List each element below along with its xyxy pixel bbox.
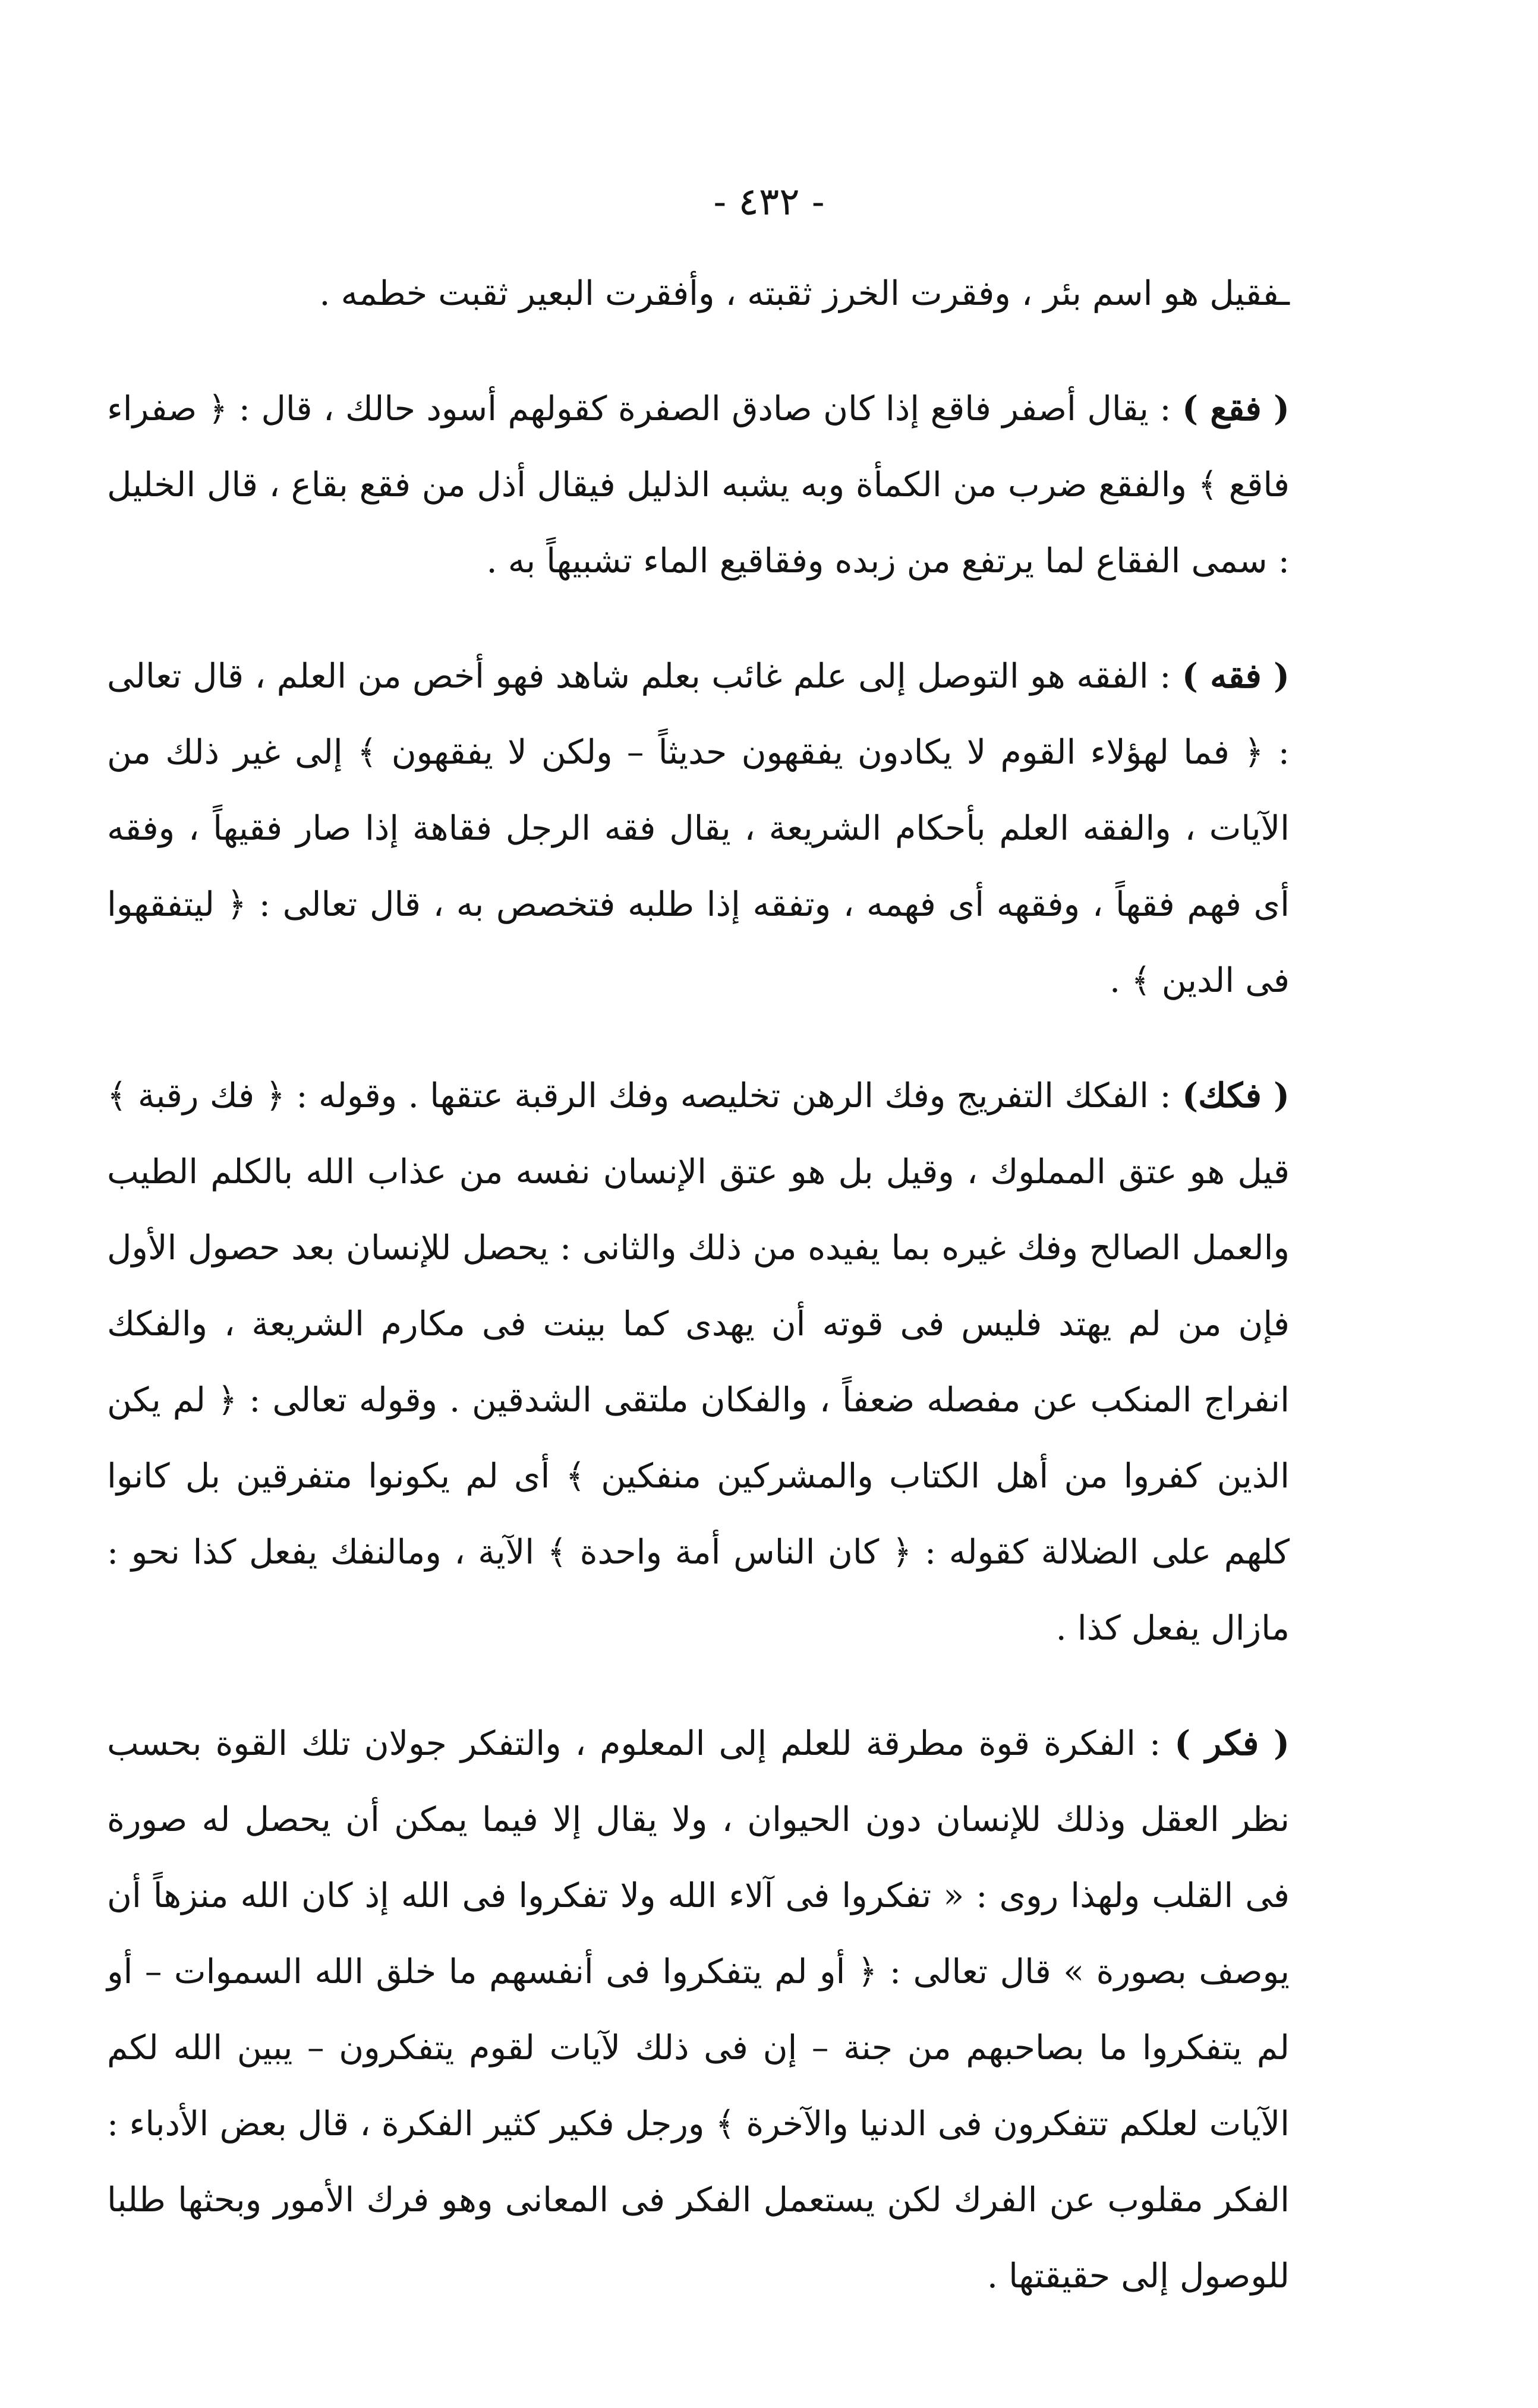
page-number: - ٤٣٢ - [713,180,825,224]
entry-headword: ( فقع ) [1182,389,1290,428]
entry-headword: ( فكر ) [1174,1723,1290,1763]
entry-text: : الفقه هو التوصل إلى علم غائب بعلم شاهد فهو أخص من العلم ، قال تعالى : ﴿ فما لهؤلاء القوم لا يكادون يفقهون حديثاً – ولكن لا يفقهون ﴾ إلى غير ذلك من الآيات ، والفقه العلم بأحكام الشريعة ، يقال فقه الرجل فقاهة إذا صار فقيهاً ، وفقه أى فهم فقهاً ، وفقهه أى فهمه ، وتفقه إذا طلبه فتخصص به ، قال تعالى : ﴿ ليتفقهوا فى الدين ﴾ . [107,657,1290,1000]
paragraph-continuation [107,256,1290,332]
entry-text: : الفكرة قوة مطرقة للعلم إلى المعلوم ، والتفكر جولان تلك القوة بحسب نظر العقل وذلك للإنسان دون الحيوان ، ولا يقال إلا فيما يمكن أن يحصل له صورة فى القلب ولهذا روى : « تفكروا فى آلاء الله ولا تفكروا فى الله إذ كان الله منزهاً أن يوصف بصورة » قال تعالى : ﴿ أو لم يتفكروا فى أنفسهم ما خلق الله السموات – أو لم يتفكروا ما بصاحبهم من جنة – إن فى ذلك لآيات لقوم يتفكرون – يبين الله لكم الآيات لعلكم تتفكرون فى الدنيا والآخرة ﴾ ورجل فكير كثير الفكرة ، قال بعض الأدباء : الفكر مقلوب عن الفرك لكن يستعمل الفكر فى المعانى وهو فرك الأمور وبحثها طلبا للوصول إلى حقيقتها . [107,1724,1290,2296]
entry-text: : الفكك التفريج وفك الرهن تخليصه وفك الرقبة عتقها . وقوله : ﴿ فك رقبة ﴾ قيل هو عتق المملوك ، وقيل بل هو عتق الإنسان نفسه من عذاب الله بالكلم الطيب والعمل الصالح وفك غيره بما يفيده من ذلك والثانى : يحصل للإنسان بعد حصول الأول فإن من لم يهتد فليس فى قوته أن يهدى كما بينت فى مكارم الشريعة ، والفكك انفراج المنكب عن مفصله ضعفاً ، والفكان ملتقى الشدقين . وقوله تعالى : ﴿ لم يكن الذين كفروا من أهل الكتاب والمشركين منفكين ﴾ أى لم يكونوا متفرقين بل كانوا كلهم على الضلالة كقوله : ﴿ كان الناس أمة واحدة ﴾ الآية ، ومالنفك يفعل كذا نحو : مازال يفعل كذا . [107,1076,1290,1648]
entry-headword: ( فقه ) [1181,656,1290,696]
entry-fakk [107,1058,1290,1666]
entry-text: : يقال أصفر فاقع إذا كان صادق الصفرة كقولهم أسود حالك ، قال : ﴿ صفراء فاقع ﴾ والفقع ضرب من الكمأة وبه يشبه الذليل فيقال أذل من فقع بقاع ، قال الخليل : سمى الفقاع لما يرتفع من زبده وفقاقيع الماء تشبيهاً به . [107,389,1290,581]
entry-headword: ( فكك) [1182,1076,1290,1115]
body-text [107,256,1290,2353]
entry-fiqh [107,638,1290,1019]
entry-fikr [107,1706,1290,2314]
entry-faqaa [107,371,1290,599]
paragraph-text: ـفقيل هو اسم بئر ، وفقرت الخرز ثقبته ، وأفقرت البعير ثقبت خطمه . [319,274,1290,313]
